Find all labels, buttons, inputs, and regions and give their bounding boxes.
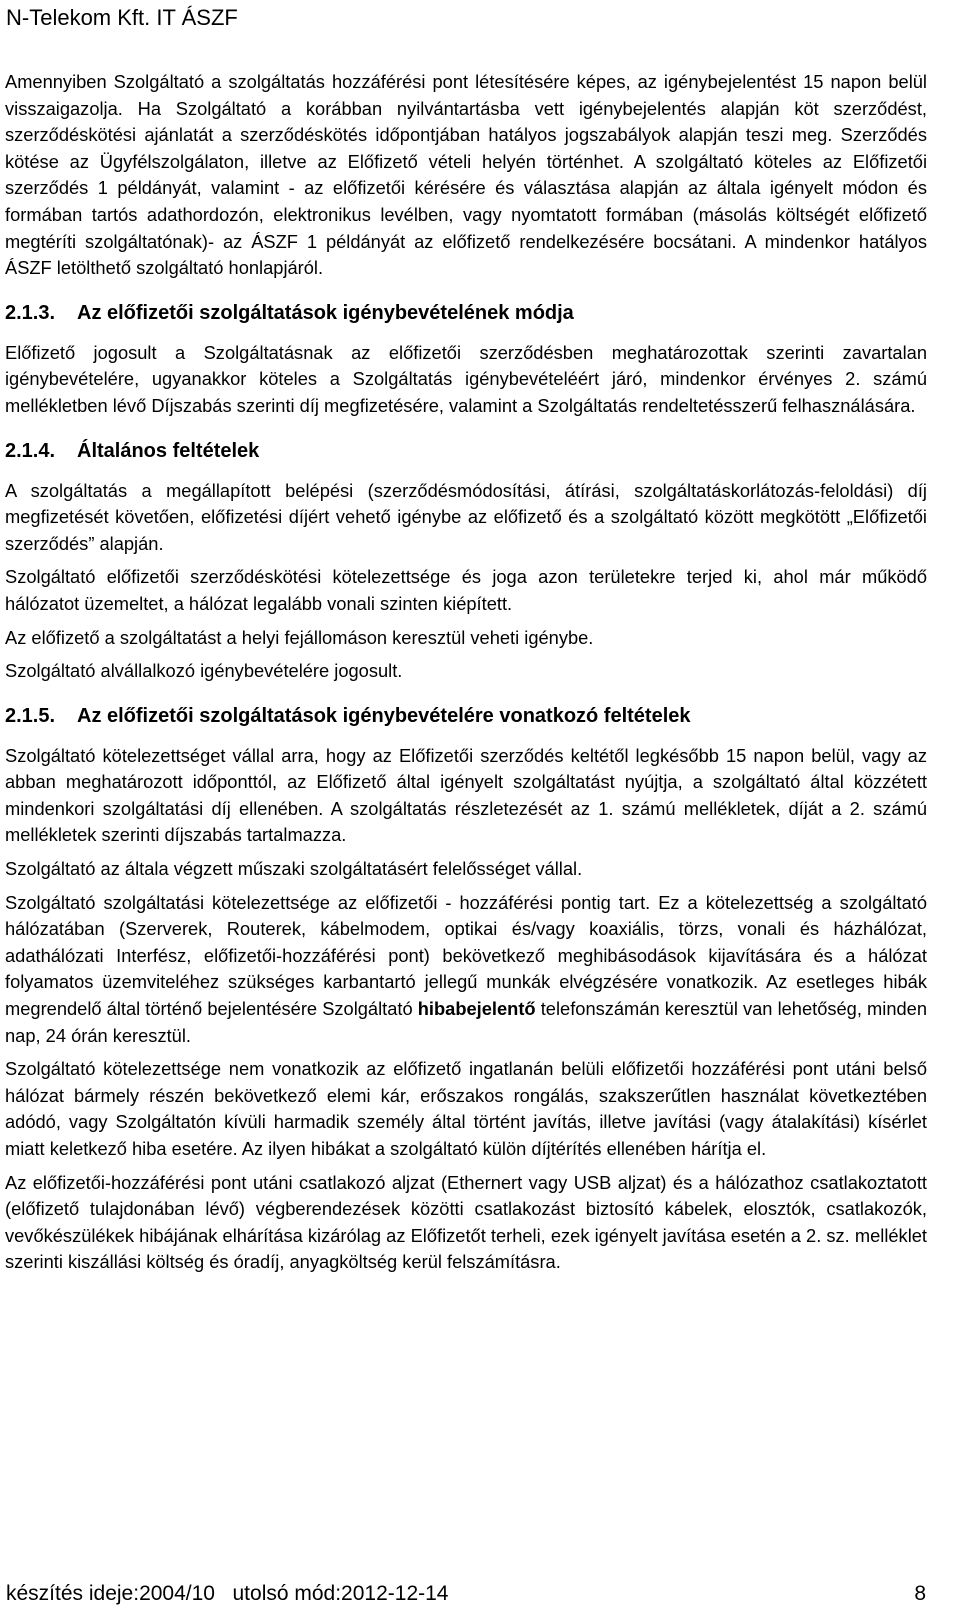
paragraph: Előfizető jogosult a Szolgáltatásnak az előfizetői szerződésben meghatározottak szerinti zavartalan igénybevételére, ugyanakkor köteles a Szolgáltatás igénybevételéért járó, mindenkor érvényes 2. számú mellékletben lévő Díjszabás szerinti díj megfizetésére, valamint a Szolgáltatás rendeltetésszerű felhasználására. bbox=[5, 341, 927, 416]
section-title: Az előfizetői szolgáltatások igénybevételének módja bbox=[77, 301, 574, 324]
section-heading-2-1-3 bbox=[5, 300, 927, 326]
paragraph: Az előfizető a szolgáltatást a helyi fejállomáson keresztül veheti igénybe. bbox=[5, 626, 594, 648]
section-heading-2-1-4 bbox=[5, 438, 927, 464]
section-title: Általános feltételek bbox=[77, 439, 260, 462]
paragraph: Szolgáltató előfizetői szerződéskötési kötelezettsége és joga azon területekre terjed ki, ahol már működő hálózatot üzemeltet, a hálózat legalább vonali szinten kiépített. bbox=[5, 566, 927, 614]
section-number: 2.1.4. bbox=[5, 439, 56, 462]
paragraph: Szolgáltató az általa végzett műszaki szolgáltatásért felelősséget vállal. bbox=[5, 858, 583, 880]
page-number: 8 bbox=[914, 1582, 926, 1605]
page-header: N-Telekom Kft. IT ÁSZF bbox=[6, 5, 238, 30]
section-number: 2.1.5. bbox=[5, 704, 56, 727]
paragraph bbox=[5, 890, 927, 1050]
paragraph-text: telefonszámán keresztül van lehetőség, minden nap, 24 órán keresztül. bbox=[5, 998, 927, 1046]
modification-date: utolsó mód:2012-12-14 bbox=[232, 1582, 449, 1605]
paragraph: A szolgáltatás a megállapított belépési (szerződésmódosítási, átírási, szolgáltatáskorlátozás-feloldási) díj megfizetését követően, előfizetési díjért vehető igénybe az előfizető és a szolgáltató között megkötött „Előfizetői szerződés” alapján. bbox=[5, 479, 927, 554]
paragraph: Az előfizetői-hozzáférési pont utáni csatlakozó aljzat (Ethernert vagy USB aljzat) és a hálózathoz csatlakoztatott (előfizető tulajdonában lévő) végberendezések közötti csatlakozást biztosító kábelek, elosztók, csatlakozók, vevőkészülékek hibájának elhárítása kizárólag az Előfizetőt terheli, ezek igényelt javítása esetén a 2. sz. melléklet szerinti kiszállási költség és óradíj, anyagköltség kerül felszámításra. bbox=[5, 1171, 927, 1273]
page-footer bbox=[6, 1580, 926, 1608]
bold-term: hibabejelentő bbox=[417, 998, 536, 1020]
footer-dates bbox=[6, 1580, 448, 1608]
document-body bbox=[5, 69, 927, 1283]
creation-date: készítés ideje:2004/10 bbox=[6, 1582, 215, 1605]
section-number: 2.1.3. bbox=[5, 301, 56, 324]
section-heading-2-1-5 bbox=[5, 703, 927, 729]
paragraph-text: Szolgáltató szolgáltatási kötelezettsége az előfizetői - hozzáférési pontig tart. Ez a kötelezettség a szolgáltató hálózatában (Szerverek, Routerek, kábelmodem, optikai és/vagy koaxiális, törzs, vonali és házhálózat, adathálózati Interfész, előfizetői-hozzáférési pont) bekövetkező meghibásodások kijavítására és a hálózat folyamatos üzemviteléhez szükséges karbantartó jellegű munkák elvégzésére vonatkozik. Az esetleges hibák megrendelő által történő bejelentésére Szolgáltató bbox=[5, 891, 927, 1020]
section-title: Az előfizetői szolgáltatások igénybevételére vonatkozó feltételek bbox=[77, 704, 691, 727]
intro-paragraph: Amennyiben Szolgáltató a szolgáltatás hozzáférési pont létesítésére képes, az igénybejelentést 15 napon belül visszaigazolja. Ha Szolgáltató a korábban nyilvántartásba vett igénybejelentés alapján köt szerződést, szerződéskötési ajánlatát a szerződéskötés időpontjában hatályos jogszabályok alapján teszi meg. Szerződés kötése az Ügyfélszolgálaton, illetve az Előfizető vételi helyén történhet. A szolgáltató köteles az Előfizetői szerződés 1 példányát, valamint - az előfizetői kérésére és választása alapján az általa igényelt módon és formában tartós adathordozón, elektronikus levélben, vagy nyomtatott formában (másolás költségét előfizető megtéríti szolgáltatónak)- az ÁSZF 1 példányát az előfizető rendelkezésére bocsátani. A mindenkor hatályos ÁSZF letölthető szolgáltató honlapjáról. bbox=[5, 71, 927, 279]
paragraph: Szolgáltató alvállalkozó igénybevételére jogosult. bbox=[5, 660, 403, 682]
paragraph: Szolgáltató kötelezettséget vállal arra, hogy az Előfizetői szerződés keltétől legkésőbb 15 napon belül, vagy az abban meghatározott időponttól, az Előfizető által igényelt szolgáltatást nyújtja, a szolgáltató által közzétett mindenkori szolgáltatási díj ellenében. A szolgáltatás részletezését az 1. számú mellékletek, díját a 2. számú mellékletek szerinti díjszabás tartalmazza. bbox=[5, 744, 927, 846]
paragraph: Szolgáltató kötelezettsége nem vonatkozik az előfizető ingatlanán belüli előfizetői hozzáférési pont utáni belső hálózat bármely részén bekövetkező elemi kár, erőszakos rongálás, szakszerűtlen használat következtében adódó, vagy Szolgáltatón kívüli harmadik személy által történt javítás, illetve javítási (vagy átalakítási) kísérlet miatt keletkező hiba esetére. Az ilyen hibákat a szolgáltató külön díjtérítés ellenében hárítja el. bbox=[5, 1058, 927, 1159]
